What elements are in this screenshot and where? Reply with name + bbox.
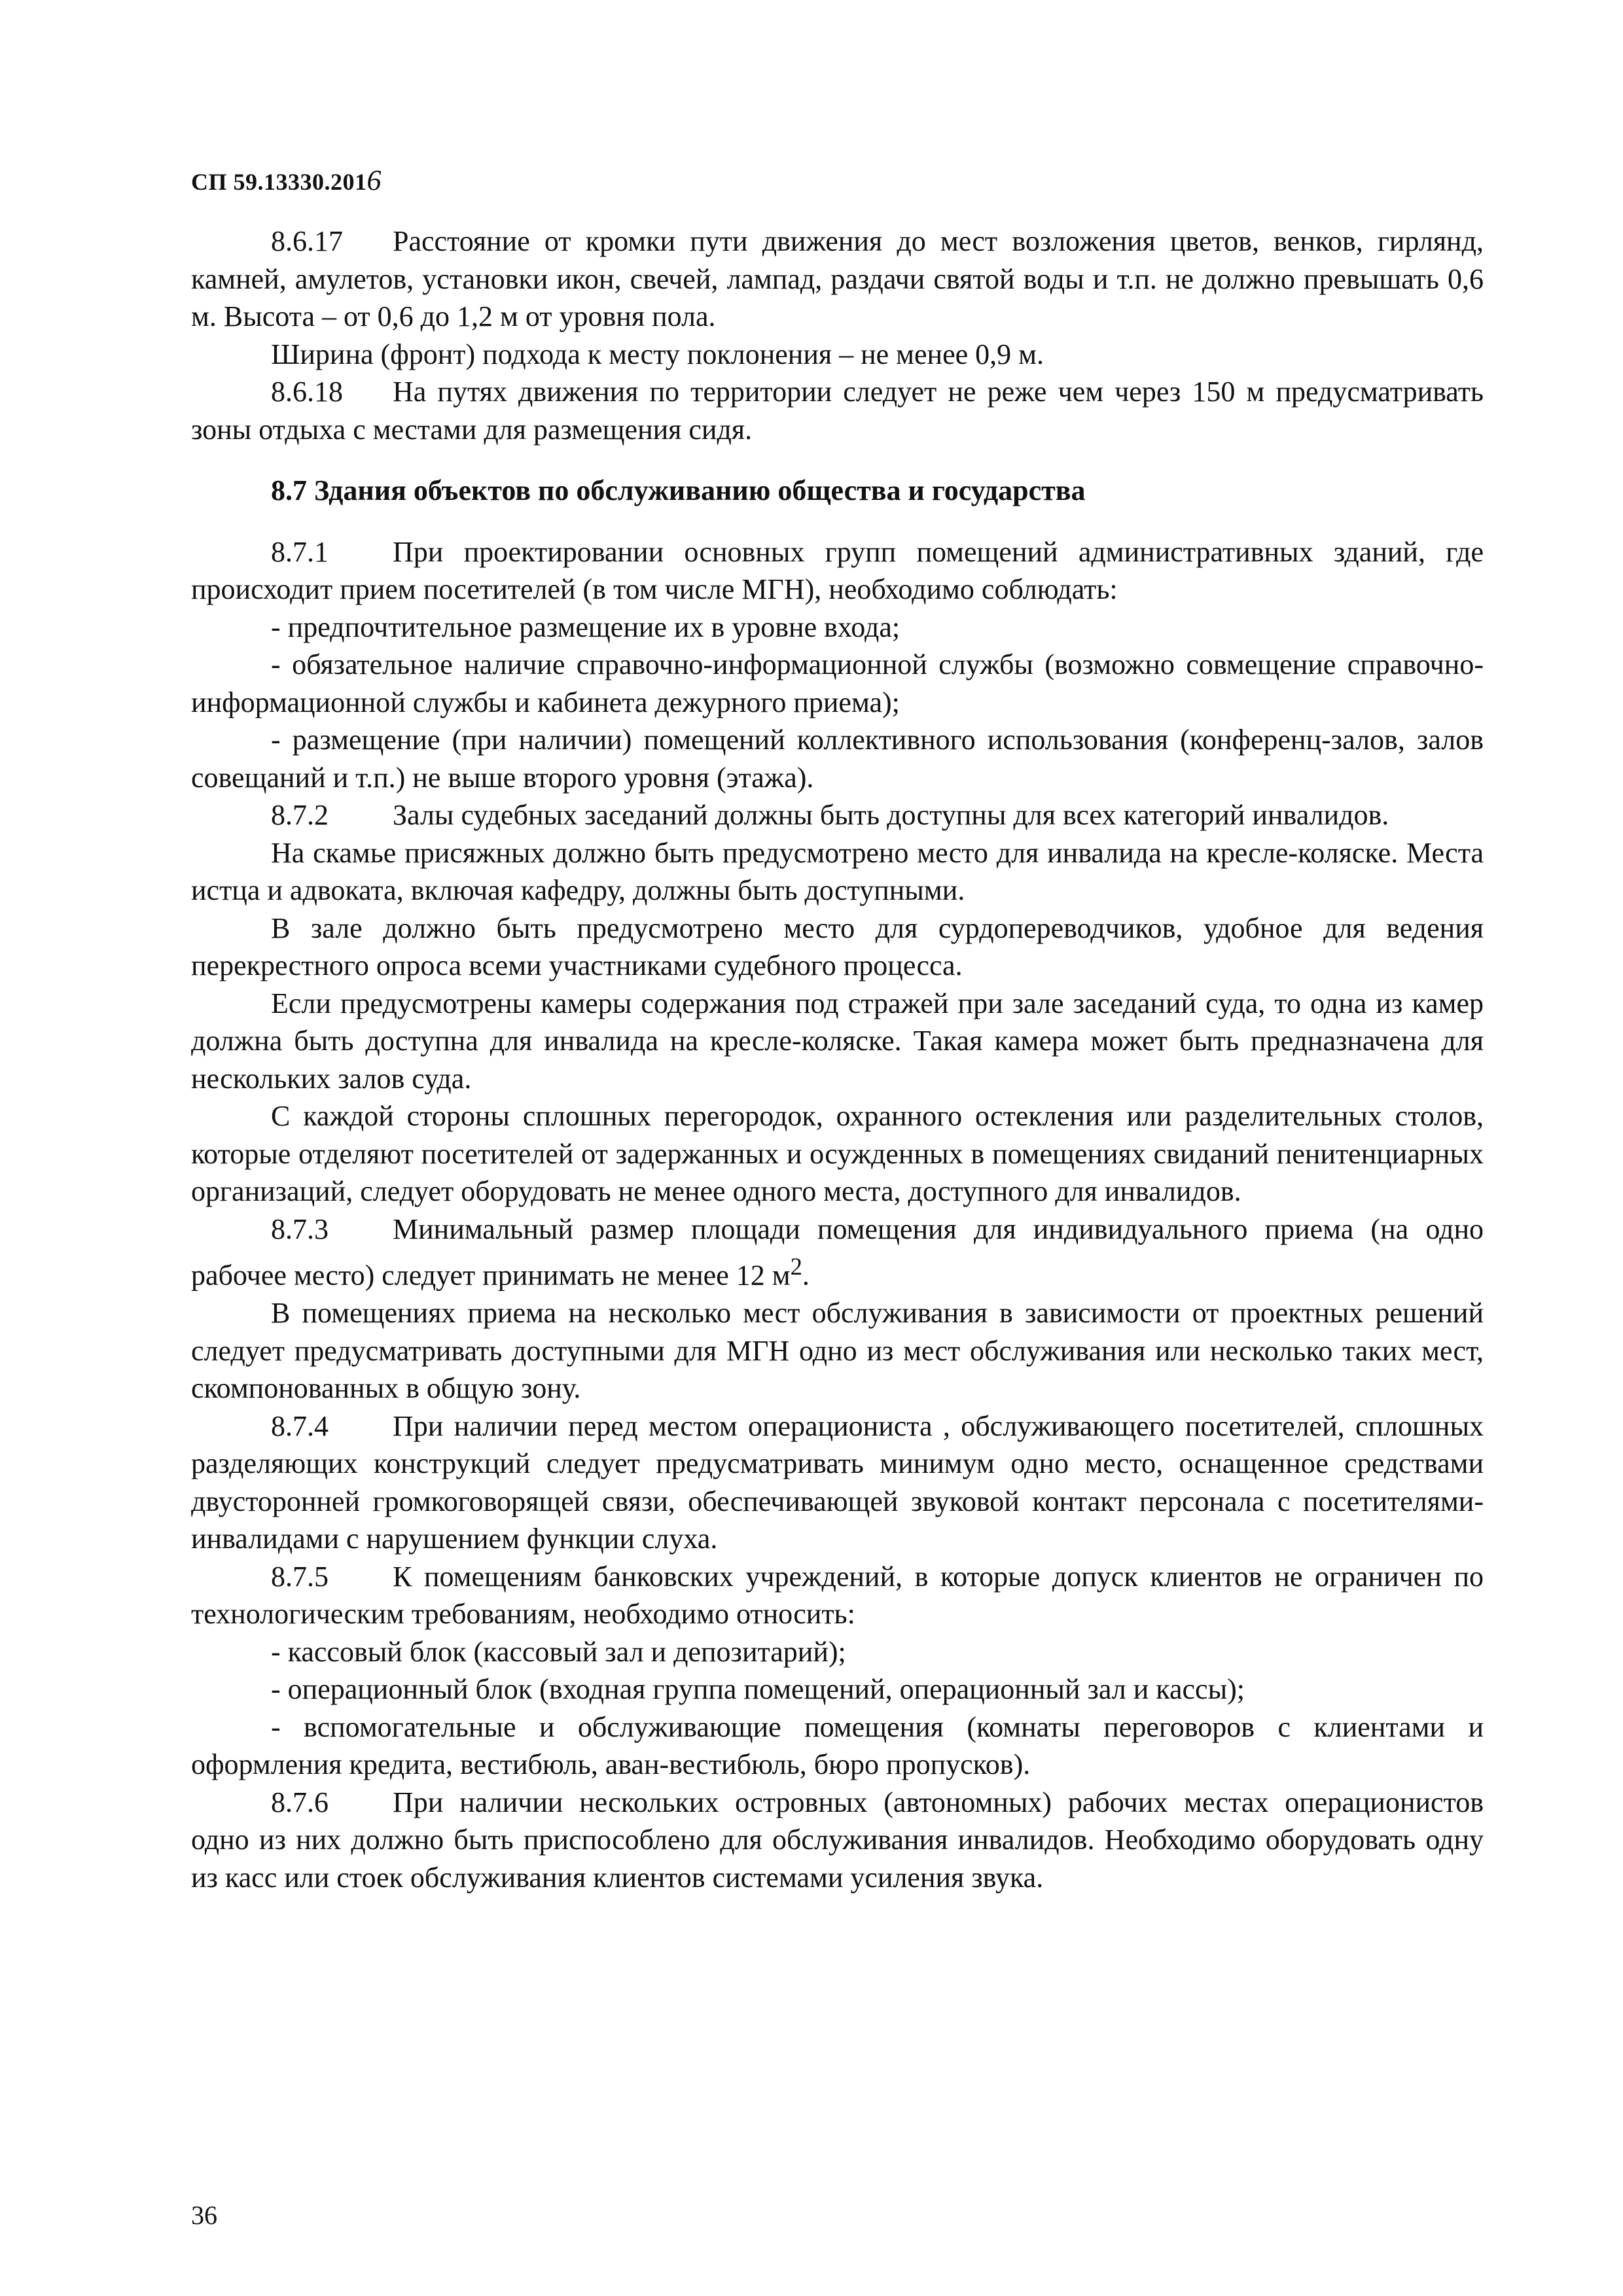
clause-8-7-4 [191,1407,1484,1558]
section-heading: 8.7 Здания объектов по обслуживанию общества и государства [271,474,1086,506]
clause-number: 8.7.6 [271,1786,329,1818]
list-item: - обязательное наличие справочно-информационной службы (возможно совмещение справочно-информационной службы и кабинета дежурного приема); [191,648,1484,718]
clause-8-7-2 [191,796,1484,834]
clause-tail: . [802,1259,810,1292]
paragraph: В зале должно быть предусмотрено место для сурдопереводчиков, удобное для ведения перекрестного опроса всеми участниками судебного процесса. [191,911,1484,981]
clause-8-6-18 [191,373,1484,448]
paragraph: С каждой стороны сплошных перегородок, охранного остекления или разделительных столов, которые отделяют посетителей от задержанных и осужденных в помещениях свиданий пенитенциарных организаций, следует оборудовать не менее одного места, доступного для инвалидов. [191,1100,1484,1207]
superscript: 2 [790,1253,802,1280]
paragraph-text: Ширина (фронт) подхода к месту поклонения – не менее 0,9 м. [271,338,1044,370]
paragraph [191,336,1484,374]
handwritten-digit: 6 [366,164,382,196]
list-item: - размещение (при наличии) помещений коллективного использования (конференц-залов, залов совещаний и т.п.) не выше второго уровня (этажа). [191,724,1484,794]
paragraph: Если предусмотрены камеры содержания под стражей при зале заседаний суда, то одна из камер должна быть доступна для инвалида на кресле-коляске. Такая камера может быть предназначена для нескольких залов суда. [191,987,1484,1095]
clause-text: На путях движения по территории следует не реже чем через 150 м предусматривать зоны отдыха с местами для размещения сидя. [191,376,1484,446]
paragraph: На скамье присяжных должно быть предусмотрено место для инвалида на кресле-коляске. Места истца и адвоката, включая кафедру, должны быть доступными. [191,836,1484,906]
clause-number: 8.6.18 [271,376,343,408]
list-item: - кассовый блок (кассовый зал и депозитарий); [271,1635,846,1668]
document-code-header [191,164,382,197]
clause-8-7-6 [191,1784,1484,1897]
clause-number: 8.7.2 [271,799,329,831]
clause-8-7-3 [191,1210,1484,1295]
list-item: - предпочтительное размещение их в уровне входа; [271,610,901,643]
clause-text: При наличии перед местом операциониста , обслуживающего посетителей, сплошных разделяющих конструкций следует предусматривать минимум одно место, оснащенное средствами двусторонней громкоговорящей связи, обеспечивающей звуковой контакт персонала с посетителями-инвалидами с нарушением функции слуха. [191,1409,1484,1555]
clause-number: 8.7.5 [271,1560,329,1593]
list-item: - вспомогательные и обслуживающие помещения (комнаты переговоров с клиентами и оформления кредита, вестибюль, аван-вестибюль, бюро пропусков). [191,1710,1484,1781]
clause-8-6-17 [191,222,1484,336]
clause-number: 8.7.1 [271,535,329,568]
clause-8-7-5 [191,1558,1484,1633]
document-code: СП 59.13330.201 [191,169,367,195]
clause-text: Расстояние от кромки пути движения до мест возложения цветов, венков, гирлянд, камней, амулетов, установки икон, свечей, лампад, раздачи святой воды и т.п. не должно превышать 0,6 м. Высота – от 0,6 до 1,2 м от уровня пола. [191,225,1484,332]
clause-8-7-1 [191,533,1484,609]
page-number: 36 [191,2200,217,2230]
clause-text: Минимальный размер площади помещения для индивидуального приема (на одно рабочее место) следует принимать не менее 12 м [191,1212,1484,1292]
document-body [191,222,1484,1896]
paragraph: В помещениях приема на несколько мест обслуживания в зависимости от проектных решений следует предусматривать доступными для МГН одно из мест обслуживания или несколько таких мест, скомпонованных в общую зону. [191,1297,1484,1405]
list-item: - операционный блок (входная группа помещений, операционный зал и кассы); [271,1673,1245,1706]
clause-text: При наличии нескольких островных (автономных) рабочих местах операционистов одно из них должно быть приспособлено для обслуживания инвалидов. Необходимо оборудовать одну из касс или стоек обслуживания клиентов системами усиления звука. [191,1786,1484,1894]
clause-number: 8.7.3 [271,1212,329,1245]
clause-text: К помещениям банковских учреждений, в которые допуск клиентов не ограничен по технологическим требованиям, необходимо относить: [191,1560,1484,1631]
clause-number: 8.7.4 [271,1409,329,1442]
clause-text: При проектировании основных групп помещений административных зданий, где происходит прием посетителей (в том числе МГН), необходимо соблюдать: [191,535,1484,605]
clause-text: Залы судебных заседаний должны быть доступны для всех категорий инвалидов. [393,799,1389,831]
clause-number: 8.6.17 [271,225,343,257]
